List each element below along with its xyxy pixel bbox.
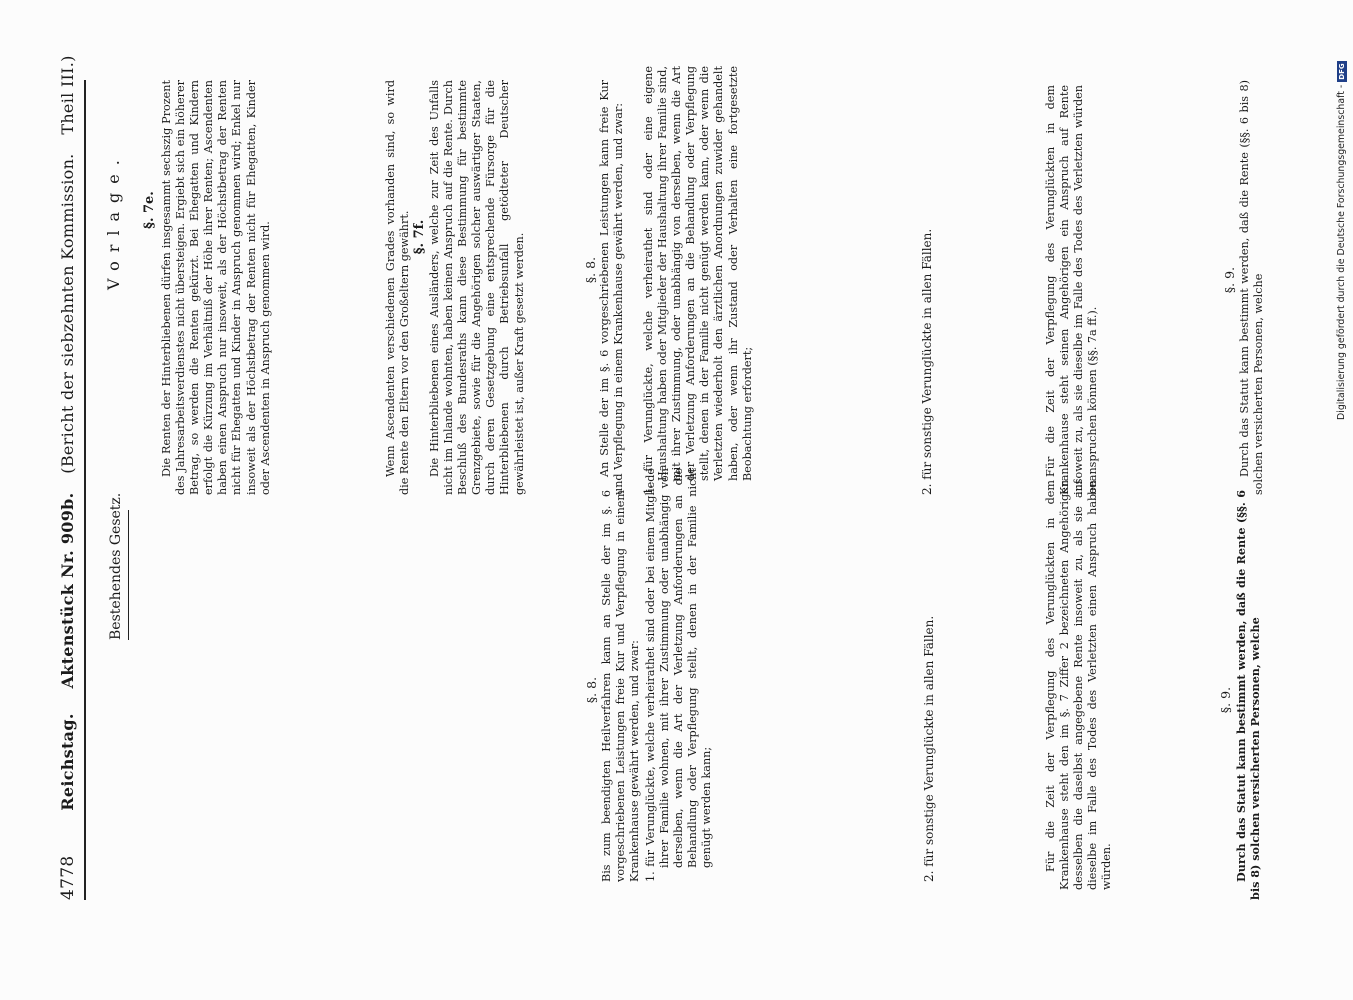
dfg-logo: DFG [1338,63,1346,80]
right-sec7e-heading: §. 7e. [142,191,157,229]
right-sec7f-heading: §. 7f. [412,219,427,255]
header-theil: Theil III.) [58,55,77,135]
right-sec8-heading: §. 8. [583,256,598,284]
left-verpflegung-paragraph: Für die Zeit der Verpflegung des Verunglückten in dem Krankenhause steht den im §. 7 Ziffer 2 bezeichneten Angehörigen desselben die daselbst angegebene Rente insoweit zu, als sie auf dieselbe im Falle des Todes des Verletzten einen Anspruch haben würden. [1044,480,1114,890]
left-sec9-text: Durch das Statut kann bestimmt werden, daß die Rente (§§. 6 bis 8) solchen versicherten Personen, welche [1234,490,1263,900]
running-header [58,55,78,900]
left-sec8-heading: §. 8. [584,676,599,704]
header-bericht: (Bericht der siebzehnten Kommission. [58,153,77,474]
left-sec8-intro: Bis zum beendigten Heilverfahren kann an Stelle der im §. 6 vorgeschriebenen Leistungen freie Kur und Verpflegung in einem Krankenhause gewährt werden, und zwar: [600,490,642,882]
title-underline [128,510,129,640]
right-sec8-item1: 1. für Verunglückte, welche verheirathet sind oder eine eigene Haushaltung haben oder Mitglieder der Haushaltung ihrer Familie sind, mit ihrer Zustimmung, oder unabhängig von derselben, wenn die Art der Verletzung Anforderungen an die Behandlung oder Verpflegung stellt, denen in der Familie nicht genügt werden kann, oder wenn die Verletzten wiederholt den ärztlichen Anordnungen zuwider gehandelt haben, oder wenn ihr Zustand oder Verhalten eine fortgesetzte Beobachtung erfordert; [642,66,754,495]
page-number: 4778 [58,855,78,900]
right-sec8-intro: An Stelle der im §. 6 vorgeschriebenen Leistungen kann freie Kur und Verpflegung in einem Krankenhause gewährt werden, und zwar: [598,80,626,495]
right-sec8-item2: 2. für sonstige Verunglückte in allen Fällen. [920,228,934,495]
left-sec9-heading: §. 9. [1218,686,1233,714]
header-reichstag: Reichstag. [58,713,77,811]
right-sec7e-para2: Wenn Ascendenten verschiedenen Grades vorhanden sind, so wird die Rente den Eltern vor den Großeltern gewährt. [384,80,412,495]
digitization-credit [1336,61,1347,420]
right-verpflegung-paragraph: Für die Zeit der Verpflegung des Verunglückten in dem Krankenhause steht seinen Angehörigen ein Anspruch auf Rente insoweit zu, als sie dieselbe im Falle des Todes des Verletzten würden beanspruchen können (§§. 7a ff.). [1044,85,1100,495]
left-sec8-item2: 2. für sonstige Verunglückte in allen Fällen. [922,615,936,882]
right-sec7e-para1: Die Renten der Hinterbliebenen dürfen insgesammt sechszig Prozent des Jahresarbeitsverdienstes nicht übersteigen. Ergiebt sich ein höherer Betrag, so werden die Renten gekürzt. Bei Ehegatten und Kindern erfolgt die Kürzung im Verhältniß der Höhe ihrer Renten; Ascendenten haben einen Anspruch nur insoweit, als der Höchstbetrag der Renten nicht für Ehegatten und Kinder in Anspruch genommen wird; Enkel nur insoweit als der Höchstbetrag der Renten nicht für Ehegatten, Kinder oder Ascendenten in Anspruch genommen wird. [160,80,272,495]
credit-text: Digitalisierung gefördert durch die Deutsche Forschungsgemeinschaft - [1336,84,1347,420]
header-aktenstueck: Aktenstück Nr. 909b. [58,492,77,689]
left-column-title: Bestehendes Gesetz. [108,492,124,640]
right-sec9-heading: §. 9. [1222,266,1237,294]
header-rule [84,80,86,900]
right-sec9-text: Durch das Statut kann bestimmt werden, daß die Rente (§§. 6 bis 8) solchen versicherten Personen, welche [1238,80,1266,495]
right-sec7f-para: Die Hinterbliebenen eines Ausländers, welche zur Zeit des Unfalls nicht im Inlande wohnten, haben keinen Anspruch auf die Rente. Durch Beschluß des Bundesraths kann diese Bestimmung für bestimmte Grenzgebiete, sowie für die Angehörigen solcher auswärtiger Staaten, durch deren Gesetzgebung eine entsprechende Fürsorge für die Hinterbliebenen durch Betriebsunfall getödteter Deutscher gewährleistet ist, außer Kraft gesetzt werden. [428,80,526,495]
right-column-title: Vorlage. [104,151,123,290]
left-sec8-item1: 1. für Verunglückte, welche verheirathet sind oder bei einem Mitgliede ihrer Familie wohnen, mit ihrer Zustimmung oder unabhängig von derselben, wenn die Art der Verletzung Anforderungen an die Behandlung oder Verpflegung stellt, denen in der Familie nicht genügt werden kann; [644,468,714,882]
